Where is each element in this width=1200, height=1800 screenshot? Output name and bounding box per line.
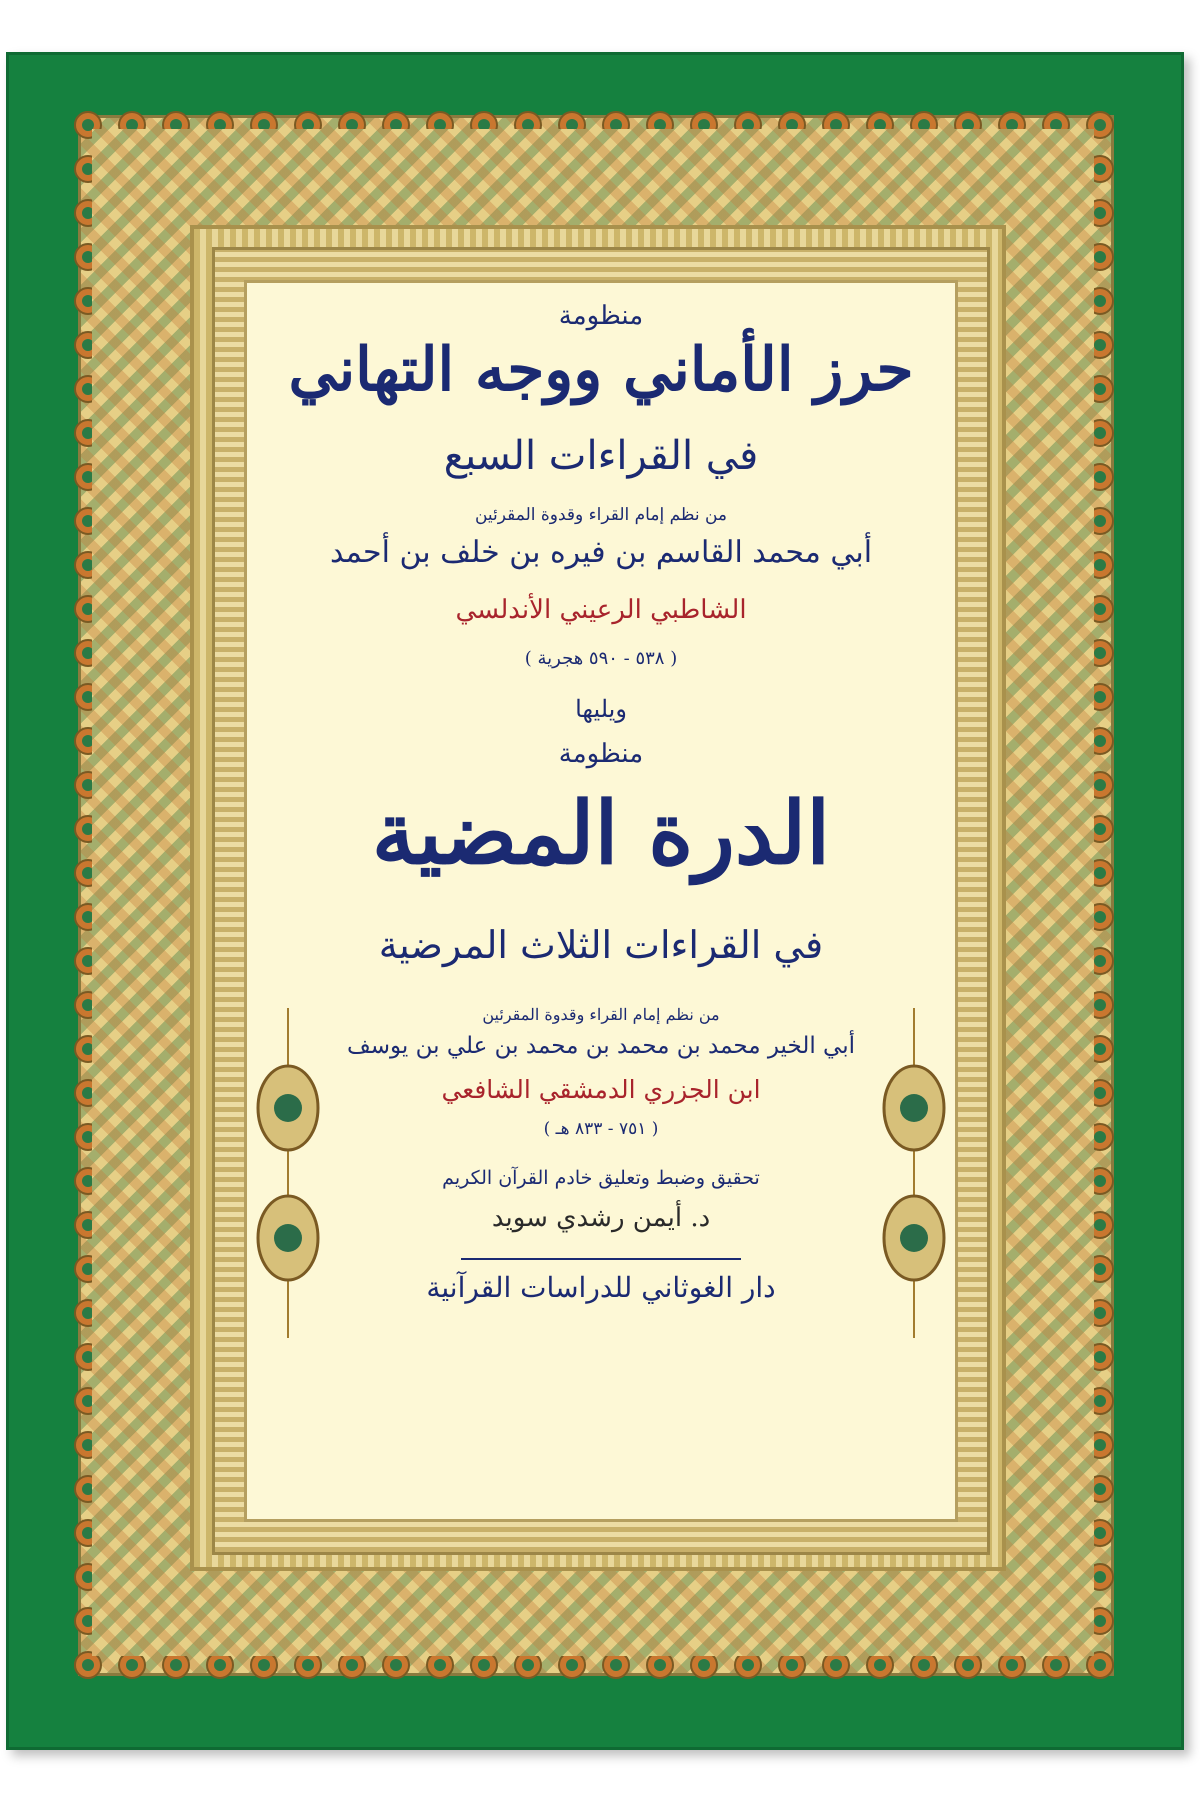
subtitle-2: في القراءات الثلاث المرضية [378, 923, 824, 967]
subtitle-1: في القراءات السبع [443, 433, 759, 479]
author-nisba-2: ابن الجزري الدمشقي الشافعي [441, 1075, 761, 1104]
poem-label-2: منظومة [558, 739, 644, 769]
main-title-2: الدرة المضية [371, 783, 831, 884]
author-name-1: أبي محمد القاسم بن فيره بن خلف بن أحمد [329, 535, 873, 570]
author-nisba-1: الشاطبي الرعيني الأندلسي [455, 595, 747, 625]
author-dates-2: ( ٧٥١ - ٨٣٣ هـ ) [543, 1119, 659, 1139]
attribution-1: من نظم إمام القراء وقدوة المقرئين [474, 505, 728, 525]
editor-role: تحقيق وضبط وتعليق خادم القرآن الكريم [442, 1167, 760, 1189]
floral-medallion-icon [253, 1008, 323, 1338]
publisher-name: دار الغوثاني للدراسات القرآنية [426, 1271, 776, 1304]
editor-name: د. أيمن رشدي سويد [491, 1203, 711, 1233]
title-panel [244, 280, 958, 1522]
publisher-rule [461, 1258, 741, 1260]
connector-text: ويليها [575, 695, 627, 723]
floral-medallion-icon [879, 1008, 949, 1338]
author-dates-1: ( ٥٣٨ - ٥٩٠ هجرية ) [524, 648, 678, 669]
author-name-2: أبي الخير محمد بن محمد بن محمد بن علي بن يوسف [346, 1033, 856, 1059]
attribution-2: من نظم إمام القراء وقدوة المقرئين [482, 1005, 720, 1024]
poem-label-1: منظومة [558, 301, 644, 331]
main-title-1: حرز الأماني ووجه التهاني [288, 335, 914, 405]
